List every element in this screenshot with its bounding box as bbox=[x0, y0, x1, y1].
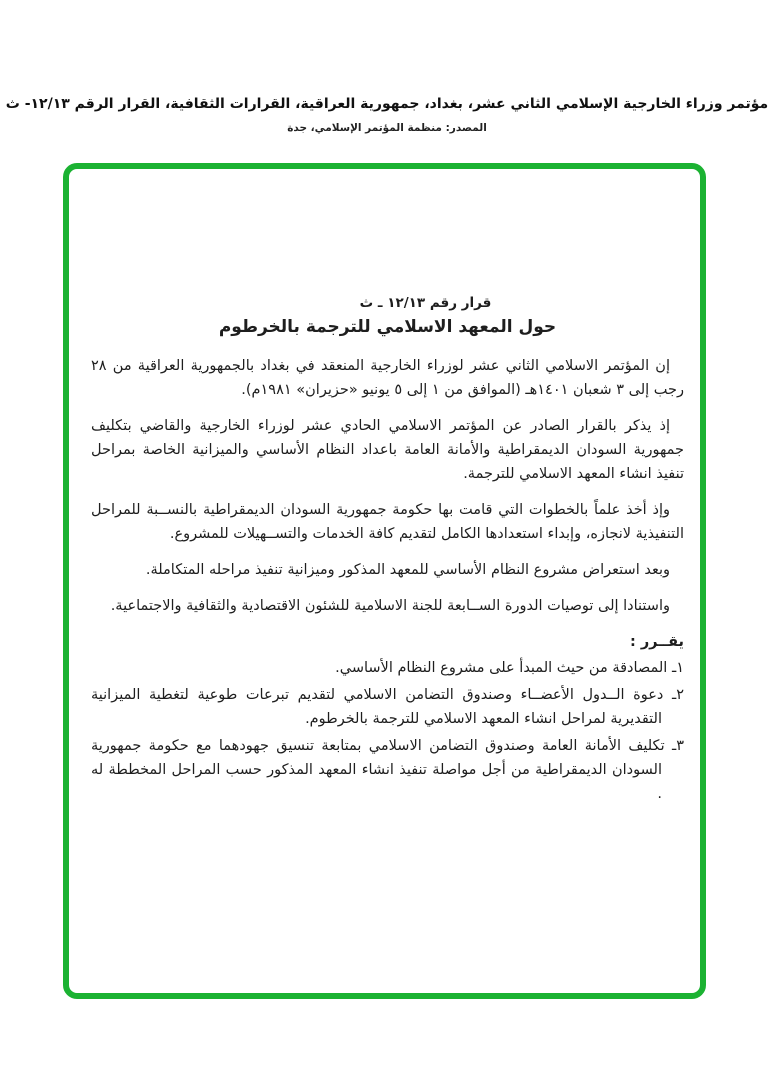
paragraph-preamble-3: وإذ أخذ علماً بالخطوات التي قامت بها حكومة جمهورية السودان الديمقراطية بالنســبة للمراحل التنفيذية لانجازه، وإبداء استعدادها الكامل لتقديم كافة الخدمات والتســهيلات للمشروع. bbox=[91, 502, 684, 542]
resolution-number-line: قرار رقم ١٢/١٣ ـ ث bbox=[359, 295, 492, 311]
paragraph-preamble-2: إذ يذكر بالقرار الصادر عن المؤتمر الاسلامي الحادي عشر لوزراء الخارجية والقاضي بتكليف جمهورية السودان الديمقراطية والأمانة العامة باعداد النظام الأساسي والميزانية الخاصة بمراحل تنفيذ انشاء المعهد الاسلامي للترجمة. bbox=[91, 418, 684, 482]
decides-label: يقــرر : bbox=[629, 634, 684, 650]
decision-item-1: ١ـ المصادقة من حيث المبدأ على مشروع النظام الأساسي. bbox=[335, 660, 684, 676]
document-frame bbox=[63, 163, 706, 999]
document-body bbox=[69, 169, 700, 806]
paragraph-preamble-5: واستنادا إلى توصيات الدورة الســابعة للجنة الاسلامية للشئون الاقتصادية والثقافية والاجتماعية. bbox=[110, 598, 670, 614]
document-source-line: المصدر: منظمة المؤتمر الإسلامي، جدة bbox=[287, 122, 487, 134]
decision-item-3: ٣ـ تكليف الأمانة العامة وصندوق التضامن الاسلامي بمتابعة تنسيق جهودهما مع حكومة جمهورية السودان الديمقراطية من أجل مواصلة تنفيذ انشاء المعهد المذكور حسب المراحل المخططة له . bbox=[91, 738, 684, 802]
resolution-title: حول المعهد الاسلامي للترجمة بالخرطوم bbox=[218, 317, 557, 337]
document-header-title: مؤتمر وزراء الخارجية الإسلامي الثاني عشر، بغداد، جمهورية العراقية، القرارات الثقافية، القرار الرقم ١٢/١٣- ث bbox=[5, 96, 769, 112]
paragraph-preamble-4: وبعد استعراض مشروع النظام الأساسي للمعهد المذكور وميزانية تنفيذ مراحله المتكاملة. bbox=[145, 562, 670, 578]
decision-item-2: ٢ـ دعوة الــدول الأعضــاء وصندوق التضامن الاسلامي لتقديم تبرعات طوعية لتغطية الميزانية التقديرية لمراحل انشاء المعهد الاسلامي للترجمة بالخرطوم. bbox=[91, 687, 684, 727]
paragraph-preamble-1: إن المؤتمر الاسلامي الثاني عشر لوزراء الخارجية المنعقد في بغداد بالجمهورية العراقية من ٢٨ رجب إلى ٣ شعبان ١٤٠١هـ (الموافق من ١ إلى ٥ يونيو «حزيران» ١٩٨١م). bbox=[91, 358, 684, 398]
